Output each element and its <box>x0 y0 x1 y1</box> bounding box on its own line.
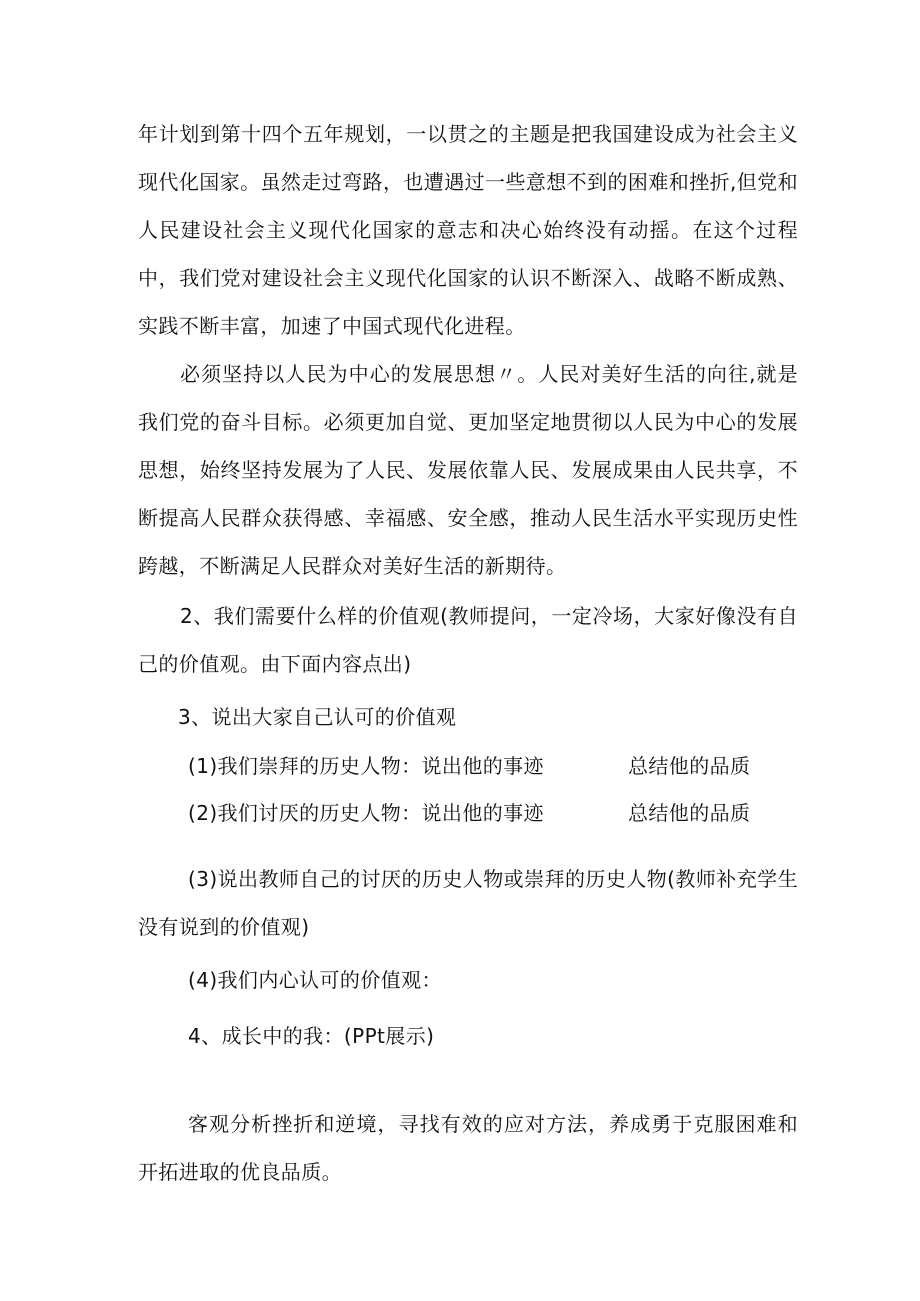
item-4-growing-me: 4、成长中的我：(PPt展示) <box>188 1024 435 1048</box>
paragraph-modernization-theme: 年计划到第十四个五年规划，一以贯之的主题是把我国建设成为社会主义现代化国家。虽然走过弯路，也遭遇过一些意想不到的困难和挫折,但党和人民建设社会主义现代化国家的意志和决心始终没有动摇。在这个过程中，我们党对建设社会主义现代化国家的认识不断深入、战略不断成熟、实践不断丰富，加速了中国式现代化进程。 <box>138 122 798 338</box>
item-2-disliked-figure: (2)我们讨厌的历史人物：说出他的事迹 <box>188 801 544 825</box>
item-3-teacher-figure: (3)说出教师自己的讨厌的历史人物或崇拜的历史人物(教师补充学生没有说到的价值观) <box>138 867 798 939</box>
item-4-inner-values: (4)我们内心认可的价值观： <box>188 968 442 992</box>
paragraph-people-centered: 必须坚持以人民为中心的发展思想〃。人民对美好生活的向往,就是我们党的奋斗目标。必须更加自觉、更加坚定地贯彻以人民为中心的发展思想，始终坚持发展为了人民、发展依靠人民、发展成果由人民共享，不断提高人民群众获得感、幸福感、安全感，推动人民生活水平实现历史性跨越，不断满足人民群众对美好生活的新期待。 <box>138 362 798 578</box>
paragraph-values-question: 2、我们需要什么样的价值观(教师提问，一定冷场，大家好像没有自己的价值观。由下面内容点出) <box>138 604 798 676</box>
paragraph-adversity: 客观分析挫折和逆境，寻找有效的应对方法，养成勇于克服困难和开拓进取的优良品质。 <box>138 1112 798 1184</box>
item-1-admired-figure: (1)我们崇拜的历史人物：说出他的事迹 <box>188 754 544 778</box>
item-1-summary: 总结他的品质 <box>628 754 751 778</box>
item-3-recognized-values: 3、说出大家自己认可的价值观 <box>178 705 457 729</box>
item-2-summary: 总结他的品质 <box>628 801 751 825</box>
